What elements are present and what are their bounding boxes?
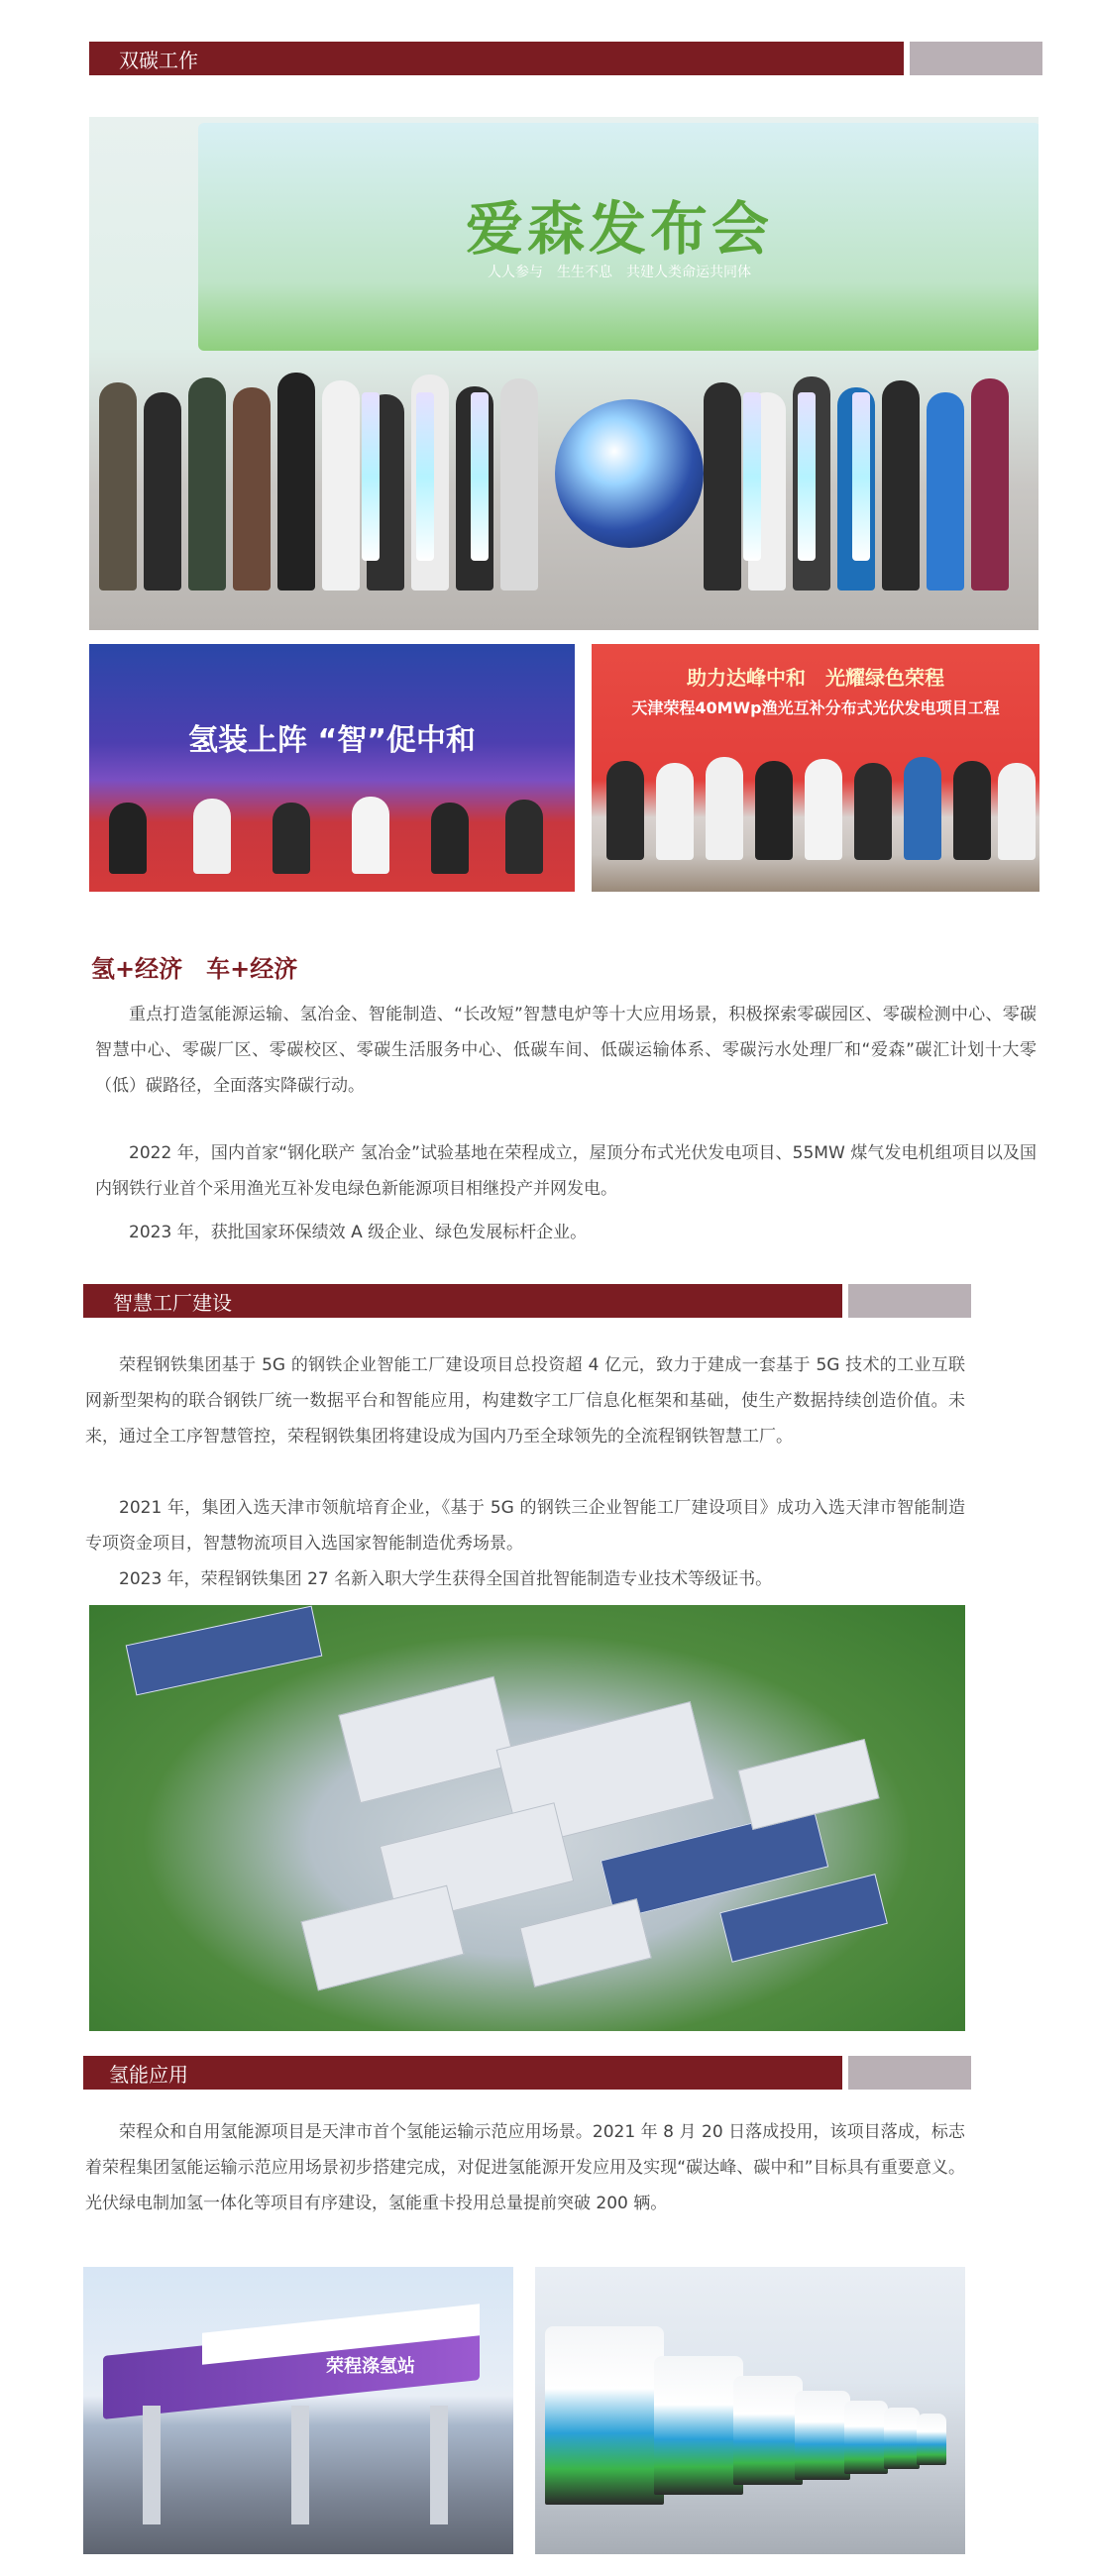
section-header-dual-carbon xyxy=(89,42,1042,75)
ceremony-screen-title: 爱森发布会 xyxy=(465,195,773,263)
smart-factory-paragraph-1: 荣程钢铁集团基于 5G 的钢铁企业智能工厂建设项目总投资超 4 亿元，致力于建成一套基于 5G 技术的工业互联网新型架构的联合钢铁厂统一数据平台和智能应用，构建数字工厂信息化框架和基础，使生产数据持续创造价值。未来，通过全工序智慧管控，荣程钢铁集团将建设成为国内乃至全球领先的全流程钢铁智慧工厂。 xyxy=(85,1355,965,1447)
pv-project-line2: 天津荣程40MWp渔光互补分布式光伏发电项目工程 xyxy=(631,698,1000,717)
section-header-hydrogen xyxy=(83,2056,971,2090)
section-accent xyxy=(848,1284,971,1318)
section-accent xyxy=(910,42,1042,75)
section-accent xyxy=(848,2056,971,2090)
hydrogen-launch-title: 氢装上阵 “智”促中和 xyxy=(188,723,476,758)
station-sign: 荣程涤氢站 xyxy=(326,2356,415,2377)
ceremony-screen xyxy=(198,123,1039,351)
hydrogen-station-photo xyxy=(83,2267,513,2554)
smart-factory-paragraph-3: 2023 年，荣程钢铁集团 27 名新入职大学生获得全国首批智能制造专业技术等级证书。 xyxy=(119,1569,773,1589)
ceremony-photo xyxy=(89,117,1039,630)
hydrogen-paragraph-1: 荣程众和自用氢能源项目是天津市首个氢能运输示范应用场景。2021 年 8 月 20 日落成投用，该项目落成，标志着荣程集团氢能运输示范应用场景初步搭建完成，对促进氢能源开发应用及实现“碳达峰、碳中和”目标具有重要意义。光伏绿电制加氢一体化等项目有序建设，氢能重卡投用总量提前突破 200 辆。 xyxy=(85,2122,965,2213)
smart-factory-paragraph-2: 2021 年，集团入选天津市领航培育企业，《基于 5G 的钢铁三企业智能工厂建设项目》成功入选天津市智能制造专项资金项目，智慧物流项目入选国家智能制造优秀场景。 xyxy=(85,1498,965,1554)
section-title: 双碳工作 xyxy=(89,42,904,75)
hydrogen-trucks-photo xyxy=(535,2267,965,2554)
dual-carbon-paragraph-1: 重点打造氢能源运输、氢冶金、智能制造、“长改短”智慧电炉等十大应用场景，积极探索零碳园区、零碳检测中心、零碳智慧中心、零碳厂区、零碳校区、零碳生活服务中心、低碳车间、低碳运输体系、零碳污水处理厂和“爱森”碳汇计划十大零（低）碳路径，全面落实降碳行动。 xyxy=(95,1005,1037,1096)
crystal-orb xyxy=(555,399,704,548)
pv-project-photo xyxy=(592,644,1039,892)
pv-project-line1: 助力达峰中和 光耀绿色荣程 xyxy=(687,666,944,690)
hydrogen-launch-photo xyxy=(89,644,575,892)
section-title: 智慧工厂建设 xyxy=(83,1284,842,1318)
aerial-factory-photo xyxy=(89,1605,965,2031)
dual-carbon-subheading: 氢+经济 车+经济 xyxy=(91,955,298,983)
pv-stage-people xyxy=(592,751,1039,860)
ceremony-screen-subtitle: 人人参与 生生不息 共建人类命运共同体 xyxy=(488,265,751,280)
section-header-smart-factory xyxy=(83,1284,971,1318)
dual-carbon-paragraph-3: 2023 年，获批国家环保绩效 A 级企业、绿色发展标杆企业。 xyxy=(129,1223,588,1242)
section-title: 氢能应用 xyxy=(83,2056,842,2090)
launch-stage-people xyxy=(89,795,575,874)
dual-carbon-paragraph-2: 2022 年，国内首家“钢化联产 氢冶金”试验基地在荣程成立，屋顶分布式光伏发电项目、55MW 煤气发电机组项目以及国内钢铁行业首个采用渔光互补发电绿色新能源项目相继投产并网发电。 xyxy=(95,1143,1037,1199)
